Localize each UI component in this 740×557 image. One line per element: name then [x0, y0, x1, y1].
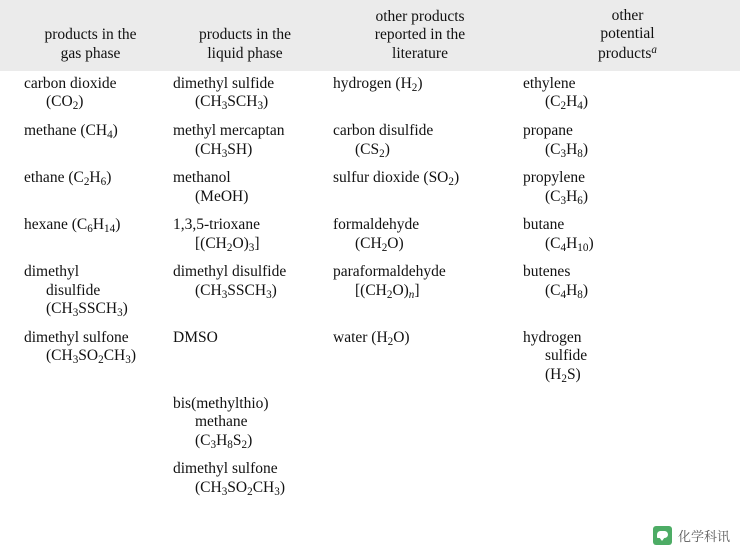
product-name: 1,3,5-trioxane — [173, 216, 260, 234]
cell-potential-8 — [515, 456, 740, 503]
cell-liquid-phase-5 — [165, 259, 325, 325]
cell-gas-phase-7 — [0, 391, 165, 457]
column-header-potential-line3: products$^a$ — [598, 43, 657, 62]
cell-liquid-phase-6 — [165, 325, 325, 391]
product-formula: $(CH_3SSCH_3)$ — [46, 300, 128, 320]
cell-gas-phase-3 — [0, 165, 165, 212]
product-name: ethylene — [523, 74, 576, 92]
watermark-label: 化学科讯 — [677, 530, 730, 545]
product-name: butane — [523, 216, 565, 234]
product-name: dimethyl sulfone — [24, 328, 129, 346]
cell-literature-8 — [325, 456, 515, 503]
cell-liquid-phase-2 — [165, 118, 325, 165]
product-formula: $(CH_3SO_2CH_3)$ — [195, 478, 285, 498]
column-header-gas-phase-line1: products in the — [44, 26, 137, 44]
product-formula: $(CH_3SCH_3)$ — [195, 93, 269, 113]
cell-potential-4 — [515, 212, 740, 259]
product-name-cont: sulfide — [545, 347, 588, 365]
product-name: butenes — [523, 263, 571, 281]
watermark — [653, 526, 730, 545]
cell-gas-phase-6 — [0, 325, 165, 391]
cell-potential-1 — [515, 71, 740, 118]
table-row — [0, 71, 740, 118]
cell-liquid-phase-3 — [165, 165, 325, 212]
cell-literature-5 — [325, 259, 515, 325]
cell-gas-phase-1 — [0, 71, 165, 118]
product-name: propylene — [523, 169, 585, 187]
column-header-potential-line1: other — [611, 7, 644, 24]
cell-literature-2 — [325, 118, 515, 165]
product-formula: $(CH_3SSCH_3)$ — [195, 281, 277, 301]
column-header-potential-line2: potential — [600, 25, 655, 43]
table-header-row — [0, 0, 740, 71]
cell-gas-phase-5 — [0, 259, 165, 325]
column-header-literature-line1: other products — [375, 8, 465, 26]
product-name: DMSO — [173, 328, 218, 346]
column-header-literature-line2: reported in the — [374, 26, 466, 44]
product-name: carbon dioxide — [24, 74, 117, 92]
cell-liquid-phase-4 — [165, 212, 325, 259]
table-row — [0, 259, 740, 325]
product-formula: $(CS_2)$ — [355, 140, 390, 160]
cell-potential-3 — [515, 165, 740, 212]
product-formula: $(CH_3SH)$ — [195, 140, 253, 160]
table-row — [0, 325, 740, 391]
product-formula: $(H_2S)$ — [545, 366, 581, 386]
product-formula: $(C_2H_4)$ — [545, 93, 589, 113]
cell-gas-phase-2 — [0, 118, 165, 165]
product-name: hexane $(C_6H_{14})$ — [24, 216, 121, 236]
column-header-gas-phase — [0, 0, 165, 71]
product-name: sulfur dioxide $(SO_2)$ — [333, 169, 460, 189]
product-name: methane $(CH_4)$ — [24, 121, 118, 142]
product-name: hydrogen — [523, 328, 582, 346]
cell-liquid-phase-1 — [165, 71, 325, 118]
cell-liquid-phase-8 — [165, 456, 325, 503]
product-name: propane — [523, 121, 573, 139]
table-row — [0, 456, 740, 503]
cell-literature-3 — [325, 165, 515, 212]
product-name: paraformaldehyde — [333, 263, 446, 281]
product-formula: $(C_3H_8S_2)$ — [195, 431, 253, 451]
column-header-literature-line3: literature — [392, 44, 448, 62]
product-name: ethane $(C_2H_6)$ — [24, 169, 112, 189]
product-name-cont: methane — [195, 413, 248, 431]
cell-liquid-phase-7 — [165, 391, 325, 457]
cell-potential-5 — [515, 259, 740, 325]
product-name-cont: disulfide — [46, 281, 101, 299]
product-name: methyl mercaptan — [173, 121, 285, 139]
column-header-literature — [325, 0, 515, 71]
column-header-potential — [515, 0, 740, 71]
table-row — [0, 165, 740, 212]
cell-potential-6 — [515, 325, 740, 391]
product-name: water $(H_2O)$ — [333, 328, 410, 348]
column-header-liquid-phase-line2: liquid phase — [207, 44, 283, 62]
table-row — [0, 118, 740, 165]
product-formula: $(CH_3SO_2CH_3)$ — [46, 347, 136, 367]
header-footnote-marker: a — [651, 43, 657, 56]
cell-literature-6 — [325, 325, 515, 391]
product-formula: $(C_3H_6)$ — [545, 187, 589, 207]
column-header-gas-phase-line2: gas phase — [60, 44, 121, 62]
product-name: formaldehyde — [333, 216, 420, 234]
cell-gas-phase-8 — [0, 456, 165, 503]
wechat-icon — [653, 526, 672, 545]
product-formula: (MeOH) — [195, 187, 249, 205]
product-formula: $[(CH_2O)_n]$ — [355, 281, 420, 301]
product-name: methanol — [173, 169, 231, 187]
product-formula: $(C_3H_8)$ — [545, 140, 589, 160]
cell-gas-phase-4 — [0, 212, 165, 259]
product-formula: $[(CH_2O)_3]$ — [195, 234, 260, 254]
cell-literature-4 — [325, 212, 515, 259]
cell-potential-7 — [515, 391, 740, 457]
table-header — [0, 0, 740, 71]
table-body — [0, 71, 740, 503]
table-row — [0, 391, 740, 457]
product-name: bis(methylthio) — [173, 394, 269, 412]
product-name: dimethyl — [24, 263, 80, 281]
product-name: hydrogen $(H_2)$ — [333, 74, 423, 94]
product-name: carbon disulfide — [333, 121, 434, 139]
column-header-liquid-phase-line1: products in the — [198, 26, 292, 44]
column-header-liquid-phase — [165, 0, 325, 71]
product-name: dimethyl disulfide — [173, 263, 287, 281]
cell-literature-7 — [325, 391, 515, 457]
product-name: dimethyl sulfone — [173, 460, 278, 478]
product-formula: $(C_4H_{10})$ — [545, 234, 594, 254]
cell-literature-1 — [325, 71, 515, 118]
table-row — [0, 212, 740, 259]
product-name: dimethyl sulfide — [173, 74, 275, 92]
cell-potential-2 — [515, 118, 740, 165]
product-formula: $(C_4H_8)$ — [545, 281, 589, 301]
product-formula: $(CO_2)$ — [46, 93, 84, 113]
product-formula: $(CH_2O)$ — [355, 234, 404, 254]
